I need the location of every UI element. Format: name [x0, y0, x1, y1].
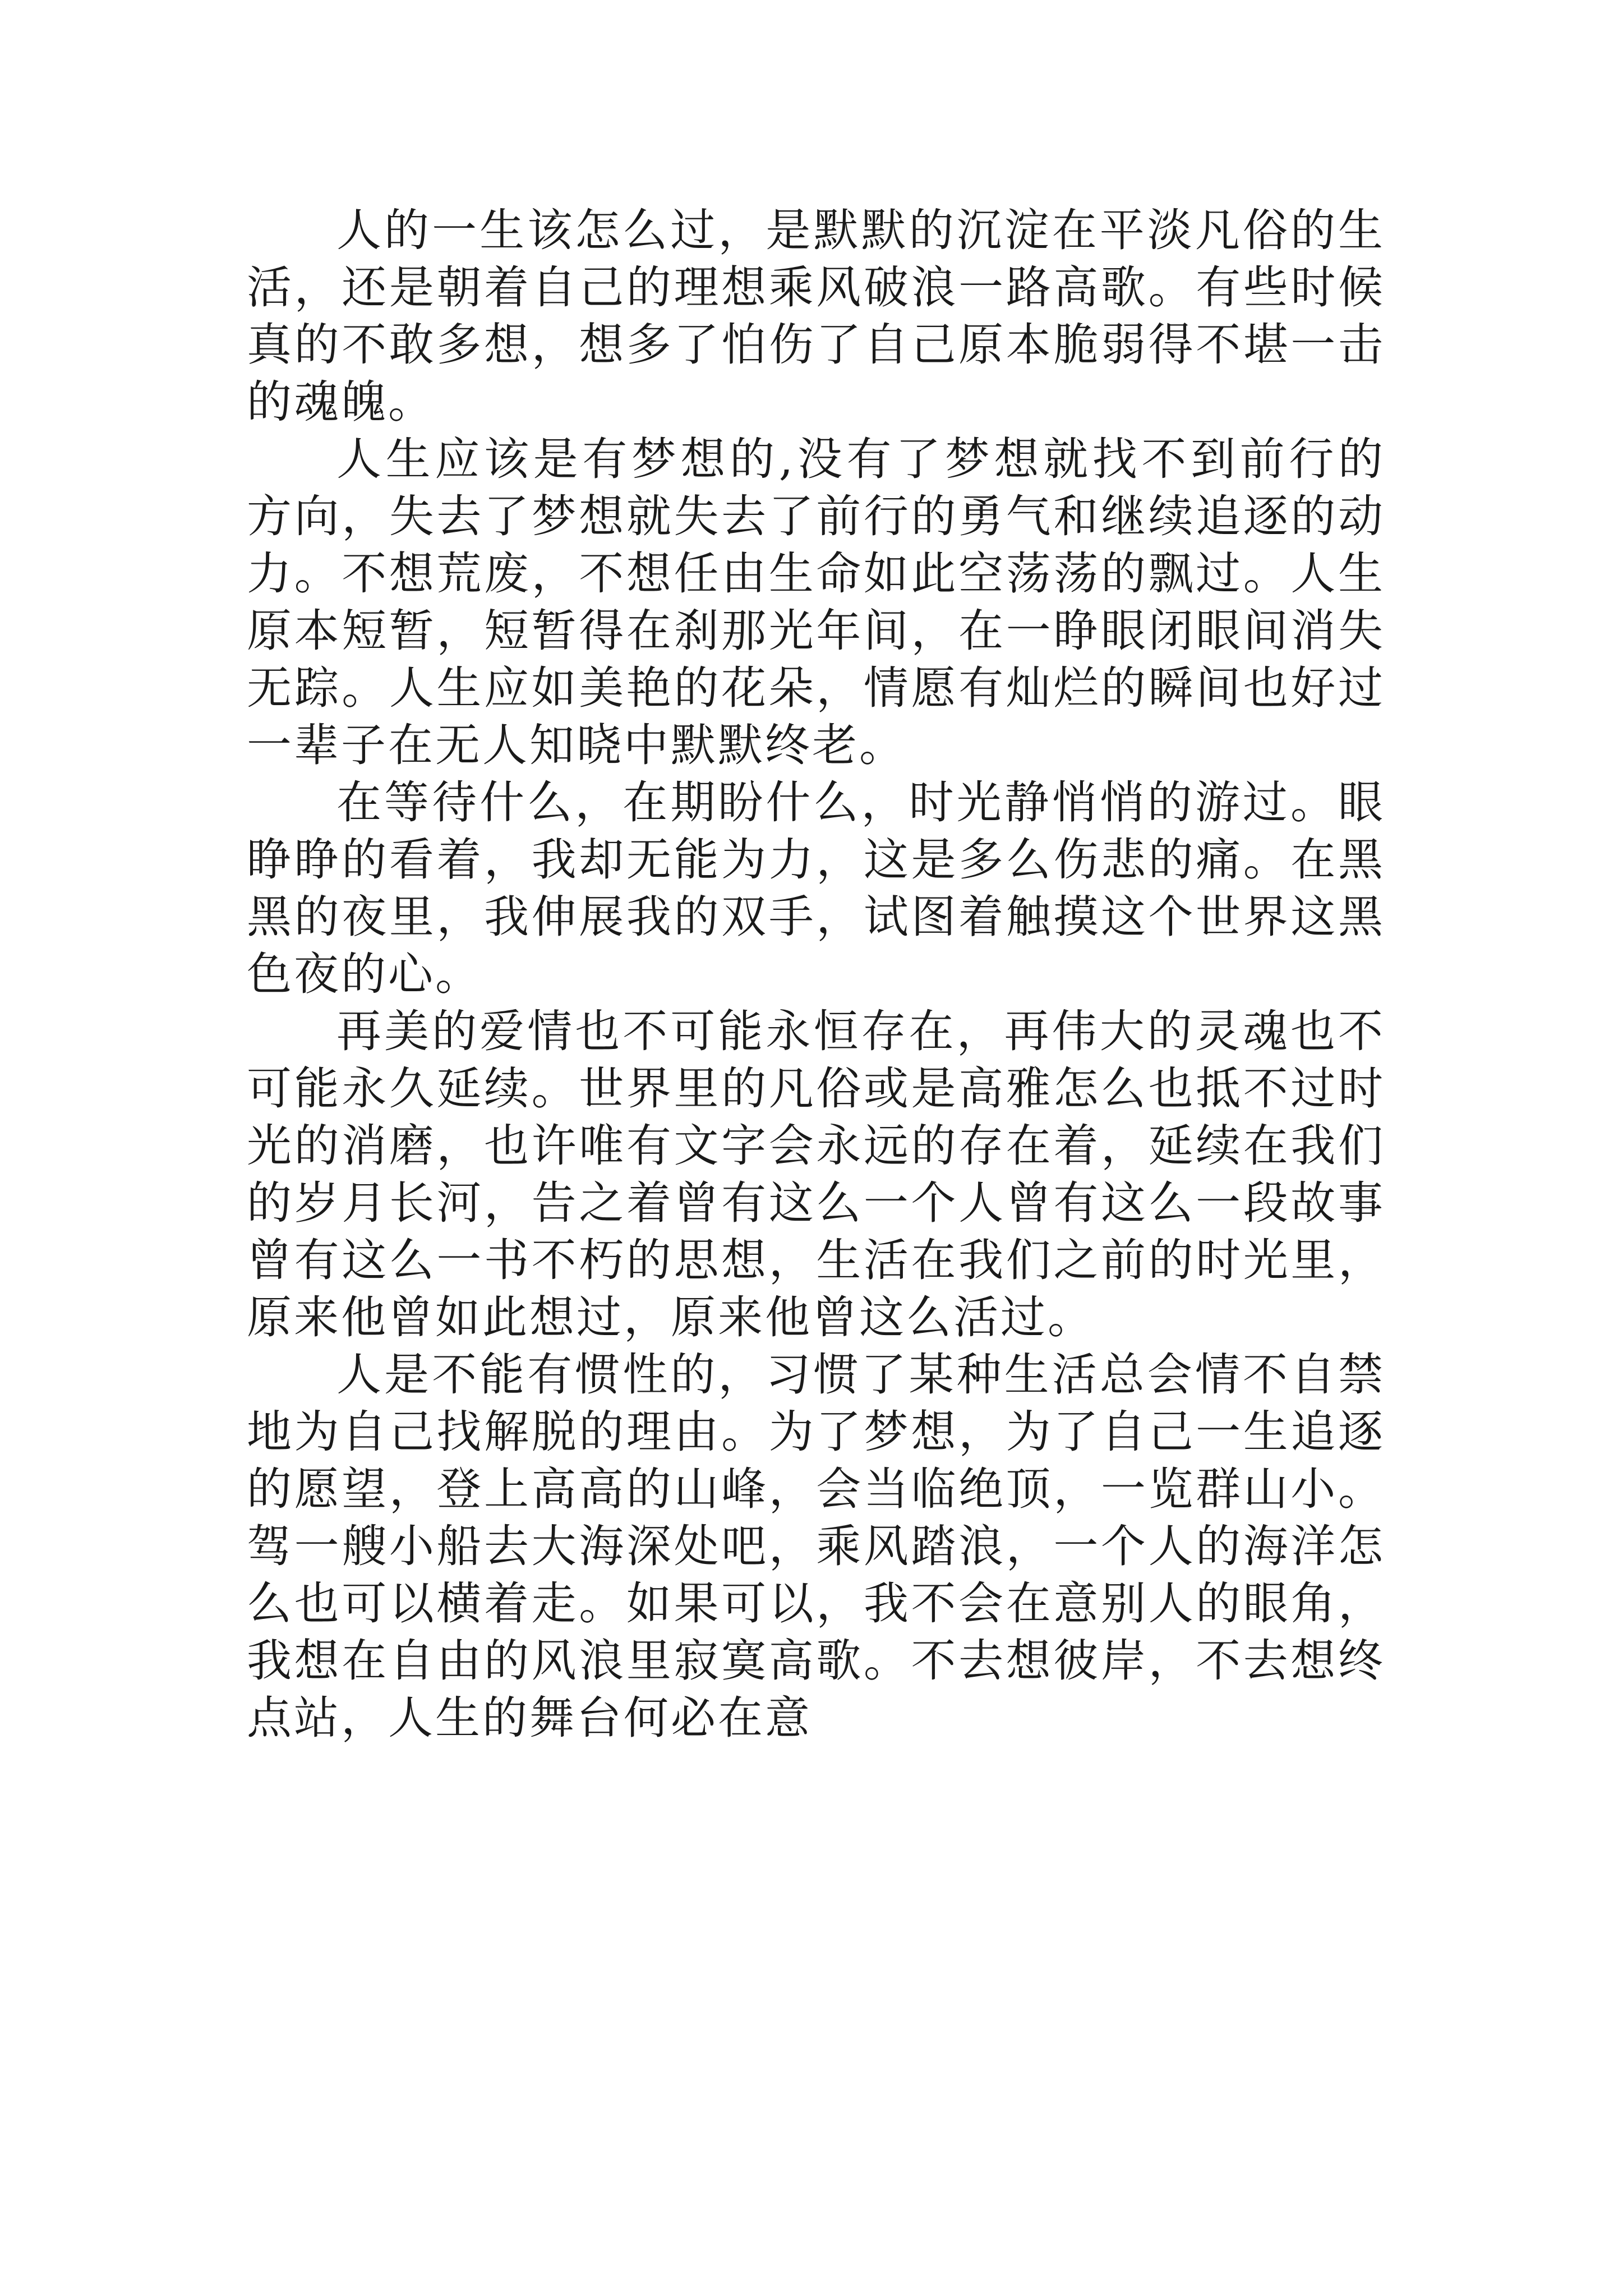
paragraph-3: 在等待什么，在期盼什么，时光静悄悄的游过。眼睁睁的看着，我却无能为力，这是多么伤悲的痛。在黑黑的夜里，我伸展我的双手，试图着触摸这个世界这黑色夜的心。	[247, 776, 1385, 1000]
paragraph-5: 人是不能有惯性的，习惯了某种生活总会情不自禁地为自己找解脱的理由。为了梦想，为了自己一生追逐的愿望，登上高高的山峰，会当临绝顶，一览群山小。驾一艘小船去大海深处吧，乘风踏浪，一个人的海洋怎么也可以横着走。如果可以，我不会在意别人的眼角，我想在自由的风浪里寂寞高歌。不去想彼岸，不去想终点站，人生的舞台何必在意	[247, 1349, 1385, 1744]
paragraph-2: 人生应该是有梦想的,没有了梦想就找不到前行的方向，失去了梦想就失去了前行的勇气和继续追逐的动力。不想荒废，不想任由生命如此空荡荡的飘过。人生原本短暂，短暂得在刹那光年间，在一睁眼闭眼间消失无踪。人生应如美艳的花朵，情愿有灿烂的瞬间也好过一辈子在无人知晓中默默终老。	[247, 433, 1385, 771]
paragraph-4: 再美的爱情也不可能永恒存在，再伟大的灵魂也不可能永久延续。世界里的凡俗或是高雅怎么也抵不过时光的消磨，也许唯有文字会永远的存在着，延续在我们的岁月长河，告之着曾有这么一个人曾有这么一段故事曾有这么一书不朽的思想，生活在我们之前的时光里，原来他曾如此想过，原来他曾这么活过。	[247, 1005, 1385, 1343]
paragraph-1: 人的一生该怎么过，是默默的沉淀在平淡凡俗的生活，还是朝着自己的理想乘风破浪一路高歌。有些时候真的不敢多想，想多了怕伤了自己原本脆弱得不堪一击的魂魄。	[247, 204, 1385, 428]
document-body	[247, 202, 1385, 1747]
